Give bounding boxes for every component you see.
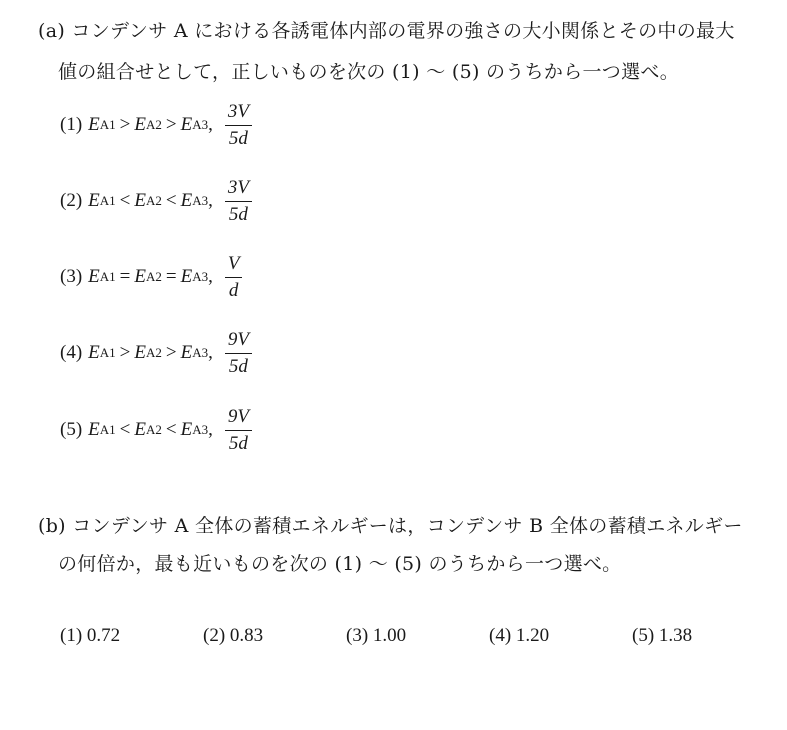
choice-b-3 xyxy=(346,625,406,647)
field-subscript: A1 xyxy=(99,193,116,208)
max-value-fraction xyxy=(225,176,252,227)
field-symbol: E xyxy=(134,114,146,135)
choice-number: (1) xyxy=(60,114,83,135)
field-subscript: A3 xyxy=(192,422,209,437)
choice-a-3 xyxy=(60,252,242,302)
choice-number: (2) xyxy=(203,625,226,646)
relation-operator: = xyxy=(165,266,177,287)
field-symbol: E xyxy=(88,114,100,135)
field-symbol: E xyxy=(88,419,100,440)
choice-b-5 xyxy=(632,625,692,647)
field-symbol: E xyxy=(88,342,100,363)
field-subscript: A1 xyxy=(99,422,116,437)
field-subscript: A2 xyxy=(145,345,162,360)
choice-value: 1.00 xyxy=(372,625,407,646)
comma: , xyxy=(208,342,213,363)
field-symbol: E xyxy=(180,190,193,211)
choice-b-1 xyxy=(60,625,120,647)
question-b-line-1: (b) コンデンサ A 全体の蓄積エネルギーは，コンデンサ B 全体の蓄積エネルギー xyxy=(38,515,743,537)
choice-number: (5) xyxy=(632,625,655,646)
max-value-fraction xyxy=(225,252,243,303)
field-symbol: E xyxy=(88,190,100,211)
field-symbol: E xyxy=(180,114,193,135)
comma: , xyxy=(208,190,213,211)
comma: , xyxy=(208,266,213,287)
field-subscript: A2 xyxy=(145,269,162,284)
fraction-denominator: 5d xyxy=(228,127,248,149)
question-a-line-1: (a) コンデンサ A における各誘電体内部の電界の強さの大小関係とその中の最大 xyxy=(38,20,735,42)
max-value-fraction xyxy=(225,328,252,379)
relation-operator: < xyxy=(119,419,131,440)
comma: , xyxy=(208,114,213,135)
choice-a-2 xyxy=(60,176,252,226)
fraction-numerator: V xyxy=(225,252,243,278)
choice-value: 0.83 xyxy=(229,625,264,646)
relation-operator: < xyxy=(165,190,177,211)
field-subscript: A1 xyxy=(99,117,116,132)
choice-b-2 xyxy=(203,625,263,647)
field-symbol: E xyxy=(88,266,100,287)
comma: , xyxy=(208,419,213,440)
fraction-numerator: 9V xyxy=(225,405,252,431)
relation-operator: < xyxy=(165,419,177,440)
choice-number: (4) xyxy=(489,625,512,646)
field-subscript: A2 xyxy=(145,422,162,437)
field-symbol: E xyxy=(134,190,146,211)
choice-number: (3) xyxy=(60,266,83,287)
fraction-denominator: 5d xyxy=(228,203,248,225)
relation-operator: < xyxy=(119,190,131,211)
choice-b-4 xyxy=(489,625,549,647)
relation-operator: > xyxy=(119,342,131,363)
question-b-line-2: の何倍か，最も近いものを次の (1) ～ (5) のうちから一つ選べ。 xyxy=(58,553,622,575)
choice-number: (4) xyxy=(60,342,83,363)
field-subscript: A3 xyxy=(192,193,209,208)
fraction-denominator: 5d xyxy=(228,432,248,454)
field-symbol: E xyxy=(180,419,193,440)
field-symbol: E xyxy=(134,419,146,440)
choice-number: (2) xyxy=(60,190,83,211)
choice-number: (1) xyxy=(60,625,83,646)
choice-number: (5) xyxy=(60,419,83,440)
choice-value: 0.72 xyxy=(86,625,121,646)
field-subscript: A1 xyxy=(99,345,116,360)
choice-value: 1.20 xyxy=(515,625,550,646)
choice-a-4 xyxy=(60,328,252,378)
max-value-fraction xyxy=(225,100,252,151)
fraction-denominator: 5d xyxy=(228,355,248,377)
field-subscript: A3 xyxy=(192,117,209,132)
field-symbol: E xyxy=(134,266,146,287)
choice-value: 1.38 xyxy=(658,625,693,646)
relation-operator: > xyxy=(165,342,177,363)
field-symbol: E xyxy=(134,342,146,363)
relation-operator: > xyxy=(119,114,131,135)
fraction-numerator: 3V xyxy=(225,100,252,126)
field-subscript: A3 xyxy=(192,269,209,284)
choice-a-1 xyxy=(60,100,252,150)
relation-operator: > xyxy=(165,114,177,135)
choice-number: (3) xyxy=(346,625,369,646)
fraction-numerator: 9V xyxy=(225,328,252,354)
field-subscript: A2 xyxy=(145,117,162,132)
fraction-denominator: d xyxy=(228,279,239,301)
field-subscript: A2 xyxy=(145,193,162,208)
field-subscript: A1 xyxy=(99,269,116,284)
relation-operator: = xyxy=(119,266,131,287)
question-a-line-2: 値の組合せとして，正しいものを次の (1) ～ (5) のうちから一つ選べ。 xyxy=(58,61,680,83)
max-value-fraction xyxy=(225,405,252,456)
field-symbol: E xyxy=(180,266,193,287)
field-subscript: A3 xyxy=(192,345,209,360)
fraction-numerator: 3V xyxy=(225,176,252,202)
field-symbol: E xyxy=(180,342,193,363)
choice-a-5 xyxy=(60,405,252,455)
